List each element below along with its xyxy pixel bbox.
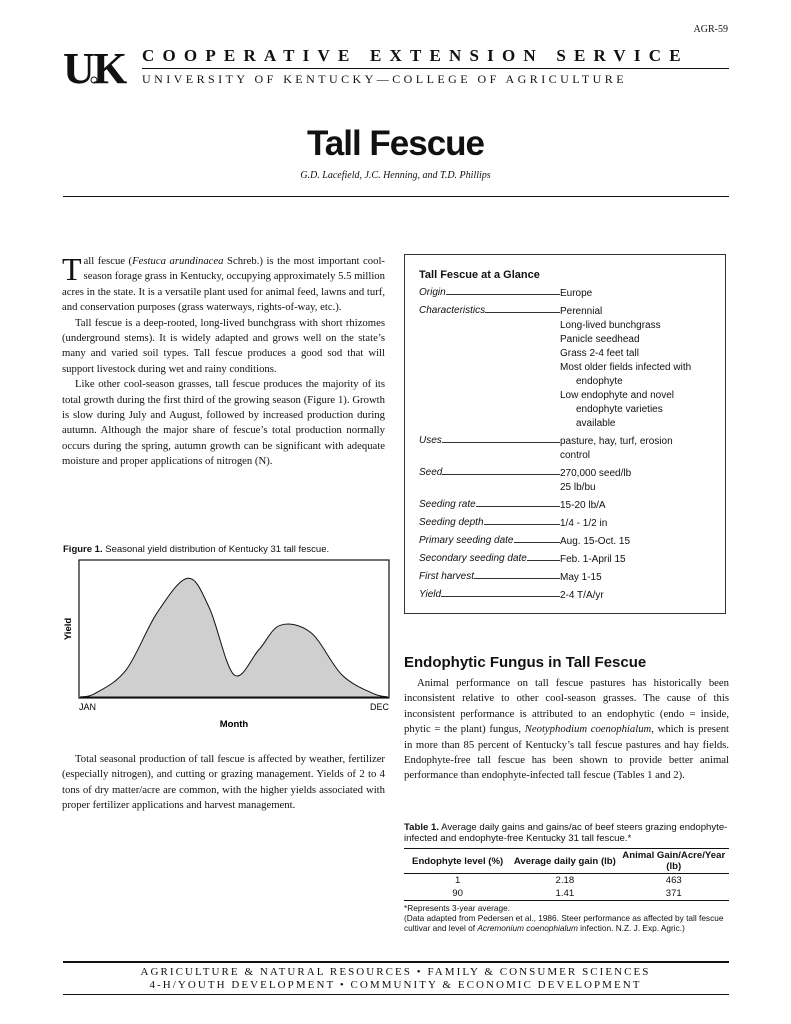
glance-value: Feb. 1-April 15	[560, 554, 626, 565]
table-cell: 1	[454, 875, 461, 886]
table-label: Table 1.	[404, 822, 440, 833]
table-cell: 90	[404, 887, 511, 901]
glance-values	[560, 305, 720, 431]
table-caption-text: Average daily gains and gains/ac of beef steers grazing endophyte-infected and endophyte-free Kentucky 31 tall fescue.*	[404, 822, 728, 844]
table-cell: 463	[665, 875, 682, 886]
x-tick-label: JAN	[79, 702, 97, 712]
org-name: COOPERATIVE EXTENSION SERVICE	[142, 46, 689, 65]
table-cell: 2.18	[555, 875, 575, 886]
footer-rule	[63, 961, 729, 963]
glance-label-text: First harvest	[419, 571, 475, 582]
glance-title: Tall Fescue at a Glance	[419, 269, 540, 281]
glance-label	[419, 499, 560, 510]
yield-chart	[62, 556, 392, 736]
glance-label-text: Origin	[419, 287, 446, 298]
glance-label-text: Yield	[419, 589, 442, 600]
glance-value: 2-4 T/A/yr	[560, 590, 604, 601]
text: infection. N.Z. J. Exp. Agric.)	[577, 923, 685, 933]
glance-value: pasture, hay, turf, erosion	[560, 436, 673, 447]
table-header: Endophyte level (%)	[404, 849, 511, 874]
footer-line: 4-H/YOUTH DEVELOPMENT • COMMUNITY & ECONOMIC DEVELOPMENT	[149, 979, 642, 991]
scientific-name: Festuca arundinacea	[132, 255, 224, 267]
glance-label	[419, 553, 560, 564]
glance-values	[560, 517, 720, 531]
doc-authors: G.D. Lacefield, J.C. Henning, and T.D. Phillips	[300, 170, 491, 181]
intro-paragraph-2: Tall fescue is a deep-rooted, long-lived bunchgrass with short rhizomes (underground stems). It is widely adapted and grows well on the state’s many and varied soil types. Tall fescue produces a good sod that will support livestock during wet and rainy conditions.	[62, 316, 385, 375]
table-header: Average daily gain (lb)	[511, 849, 618, 874]
y-axis-label: Yield	[63, 617, 74, 641]
svg-text:U: U	[63, 46, 95, 86]
text: , which is present in more than 85 percent of Kentucky’s tall fescue pastures and hay fields. Endophyte-free tall fescue has been shown to provide better animal performance than endophyte-infected tall fescue (Tables 1 and 2).	[404, 723, 730, 782]
doc-title: Tall Fescue	[306, 124, 485, 163]
glance-value: May 1-15	[560, 572, 602, 583]
text: Animal performance on tall fescue pastures has historically been inconsistent relative to other cool-season grasses. The cause of this inconsistent performance is attributed to an endophytic (endo = inside, phytic = the plant) fungus,	[404, 677, 729, 736]
dropcap: T	[62, 251, 82, 287]
glance-value: endophyte	[576, 376, 623, 387]
glance-values	[560, 589, 720, 603]
scientific-name: Neotyphodium coenophialum	[524, 723, 652, 736]
table-row	[404, 887, 729, 901]
glance-label	[419, 287, 560, 298]
glance-value: Perennial	[560, 306, 603, 317]
glance-value: Most older fields infected with	[560, 362, 692, 373]
intro-paragraph-3: Like other cool-season grasses, tall fescue produces the majority of its total growth during the first third of the growing season (Figure 1). Growth is slow during July and August, followed by increased production during autumn. Although the major share of fescue’s total production normally occurs during the spring, autumn growth can be significant with adequate moisture and proper applications of nitrogen (N).	[62, 378, 385, 468]
intro-paragraph-4: Total seasonal production of tall fescue is affected by weather, fertilizer (especially nitrogen), and cutting or grazing management. Yields of 2 to 4 tons of dry matter/acre are common, with the higher yields associated with proper fertilizer applications and harvest management.	[62, 753, 385, 812]
glance-value: Panicle seedhead	[560, 334, 640, 345]
glance-label	[419, 467, 560, 478]
glance-value: control	[560, 450, 591, 461]
glance-values	[560, 535, 720, 549]
glance-values	[560, 553, 720, 567]
glance-value: 1/4 - 1/2 in	[560, 518, 608, 529]
table-row	[404, 874, 729, 888]
glance-values	[560, 467, 720, 495]
x-tick-label: DEC	[369, 702, 389, 712]
footer-line: AGRICULTURE & NATURAL RESOURCES • FAMILY & CONSUMER SCIENCES	[140, 966, 651, 978]
glance-label-text: Seed	[419, 467, 443, 478]
figure-caption-text: Seasonal yield distribution of Kentucky 31 tall fescue.	[102, 544, 330, 555]
figure-caption	[63, 544, 329, 555]
table-cell: 1.41	[511, 887, 618, 901]
glance-label-text: Characteristics	[419, 305, 486, 316]
text: all fescue (	[83, 255, 133, 267]
glance-label	[419, 435, 560, 446]
glance-value: endophyte varieties	[576, 404, 663, 415]
production-text	[62, 752, 385, 814]
glance-label-text: Primary seeding date	[419, 535, 514, 546]
x-axis-label: Month	[219, 719, 249, 730]
section-heading: Endophytic Fungus in Tall Fescue	[404, 654, 647, 671]
header-rule	[142, 68, 729, 69]
glance-value: Europe	[560, 288, 593, 299]
glance-label-text: Seeding depth	[419, 517, 484, 528]
figure-label: Figure 1.	[63, 544, 103, 555]
glance-label	[419, 517, 560, 528]
table-cell: 371	[619, 887, 730, 901]
glance-label-text: Uses	[419, 435, 442, 446]
glance-value: 15-20 lb/A	[560, 500, 606, 511]
gains-table	[404, 848, 729, 901]
glance-value: Grass 2-4 feet tall	[560, 348, 639, 359]
yield-area	[80, 578, 388, 697]
text: (Data adapted from Pedersen et al., 1986. Steer performance as affected by tall fescue cultivar and level of	[404, 913, 724, 933]
scientific-name: Acremonium coenophialum	[477, 923, 578, 933]
footer-rule	[63, 994, 729, 995]
org-subtitle: UNIVERSITY OF KENTUCKY—COLLEGE OF AGRICULTURE	[142, 72, 628, 86]
intro-paragraph-1	[62, 251, 385, 316]
glance-values	[560, 287, 720, 301]
glance-values	[560, 571, 720, 585]
glance-value: Aug. 15-Oct. 15	[560, 536, 631, 547]
glance-label	[419, 535, 560, 546]
svg-text:K: K	[93, 46, 128, 86]
footnote-source	[404, 913, 729, 933]
glance-values	[560, 435, 720, 463]
glance-value: 25 lb/bu	[560, 482, 596, 493]
glance-label	[419, 589, 560, 600]
glance-values	[560, 499, 720, 513]
table-header: Animal Gain/Acre/Year (lb)	[619, 849, 730, 874]
text: Schreb.) is the most important cool-season forage grass in Kentucky, occupying approximately 5.5 million acres in the state. It is a versatile plant used for animal feed, lawns and turf, and conservation purposes (grass waterways, rights-of-way, etc.).	[62, 255, 385, 314]
glance-label-text: Secondary seeding date	[419, 553, 527, 564]
intro-text	[62, 251, 385, 470]
title-rule	[63, 196, 729, 197]
glance-label	[419, 305, 560, 316]
uk-logo	[63, 46, 133, 86]
endophyte-paragraph	[404, 676, 729, 784]
glance-value: Long-lived bunchgrass	[560, 320, 661, 331]
publication-code: AGR-59	[693, 24, 728, 35]
glance-box	[404, 254, 726, 614]
glance-label	[419, 571, 560, 582]
table-footnote	[404, 903, 729, 933]
glance-label-text: Seeding rate	[419, 499, 476, 510]
glance-value: available	[576, 418, 616, 429]
glance-value: 270,000 seed/lb	[560, 468, 632, 479]
footnote-text: *Represents 3-year average.	[404, 903, 511, 913]
table-caption	[404, 822, 729, 844]
glance-value: Low endophyte and novel	[560, 390, 674, 401]
